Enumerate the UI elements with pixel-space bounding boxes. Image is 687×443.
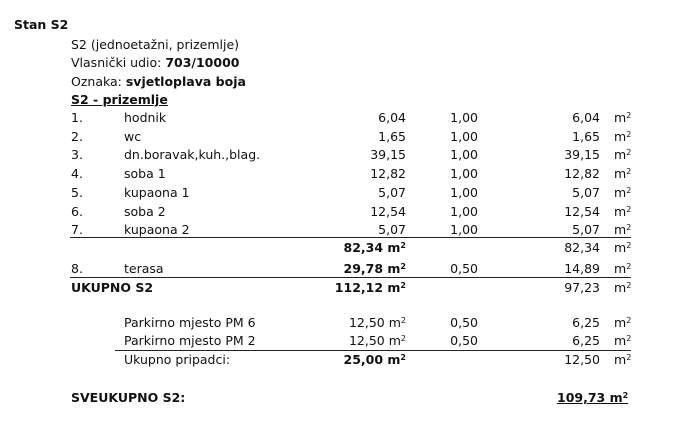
ukupno-area: 112,12 $m^2$ <box>334 280 406 295</box>
parking-total: 6,25 <box>572 333 600 348</box>
ukupno-total: 97,23 <box>564 280 600 295</box>
page-title: Stan S2 <box>14 17 69 32</box>
room-name: soba 1 <box>124 166 166 181</box>
parking-area: 12,50 $m^2$ <box>348 315 406 330</box>
ownership-label: Vlasnički udio: <box>71 55 166 70</box>
room-total: 12,54 <box>564 204 600 219</box>
room-name: soba 2 <box>124 204 166 219</box>
terrace-area: 29,78 $m^2$ <box>343 261 406 276</box>
room-coef: 1,00 <box>450 166 478 181</box>
parking-unit: $m^2$ <box>614 333 632 348</box>
subtotal-total: 82,34 <box>564 240 600 255</box>
terrace-name: terasa <box>124 261 164 276</box>
ukupno-label: UKUPNO S2 <box>71 280 154 295</box>
room-total: 5,07 <box>572 185 600 200</box>
ukupno-unit: $m^2$ <box>614 280 632 295</box>
room-area: 6,04 <box>378 110 406 125</box>
room-number: 7. <box>71 222 83 237</box>
pripadci-total: 12,50 <box>564 352 600 367</box>
room-number: 1. <box>71 110 83 125</box>
room-number: 2. <box>71 129 83 144</box>
parking-name: Parkirno mjesto PM 6 <box>124 315 256 330</box>
room-name: kupaona 2 <box>124 222 190 237</box>
room-unit: $m^2$ <box>614 110 632 125</box>
room-name: wc <box>124 129 142 144</box>
pripadci-unit: $m^2$ <box>614 352 632 367</box>
room-total: 1,65 <box>572 129 600 144</box>
parking-coef: 0,50 <box>450 333 478 348</box>
room-area: 5,07 <box>378 185 406 200</box>
room-coef: 1,00 <box>450 129 478 144</box>
room-area: 39,15 <box>370 147 406 162</box>
parking-name: Parkirno mjesto PM 2 <box>124 333 256 348</box>
terrace-coef: 0,50 <box>450 261 478 276</box>
room-area: 5,07 <box>378 222 406 237</box>
room-total: 39,15 <box>564 147 600 162</box>
terrace-number: 8. <box>71 261 83 276</box>
room-unit: $m^2$ <box>614 147 632 162</box>
separator-parking <box>115 350 631 351</box>
separator-rooms <box>70 237 631 238</box>
room-total: 12,82 <box>564 166 600 181</box>
room-number: 5. <box>71 185 83 200</box>
parking-unit: $m^2$ <box>614 315 632 330</box>
room-total: 5,07 <box>572 222 600 237</box>
ownership-value: 703/10000 <box>165 55 240 70</box>
subtotal-area: 82,34 $m^2$ <box>343 240 406 255</box>
room-area: 1,65 <box>378 129 406 144</box>
section-title: S2 - prizemlje <box>71 92 168 107</box>
parking-area: 12,50 $m^2$ <box>348 333 406 348</box>
room-coef: 1,00 <box>450 185 478 200</box>
pripadci-label: Ukupno pripadci: <box>124 352 231 367</box>
room-coef: 1,00 <box>450 222 478 237</box>
room-name: kupaona 1 <box>124 185 190 200</box>
sveukupno-label: SVEUKUPNO S2: <box>71 390 186 405</box>
pripadci-area: 25,00 $m^2$ <box>343 352 406 367</box>
marking-label: Oznaka: <box>71 74 126 89</box>
room-unit: $m^2$ <box>614 204 632 219</box>
subtotal-unit: $m^2$ <box>614 240 632 255</box>
separator-terrace <box>70 277 631 278</box>
room-name: dn.boravak,kuh.,blag. <box>124 147 261 162</box>
room-number: 6. <box>71 204 83 219</box>
room-number: 4. <box>71 166 83 181</box>
room-unit: $m^2$ <box>614 222 632 237</box>
room-coef: 1,00 <box>450 147 478 162</box>
room-number: 3. <box>71 147 83 162</box>
room-coef: 1,00 <box>450 204 478 219</box>
parking-total: 6,25 <box>572 315 600 330</box>
terrace-unit: $m^2$ <box>614 261 632 276</box>
room-unit: $m^2$ <box>614 129 632 144</box>
ownership-share <box>71 55 239 71</box>
sveukupno-value: 109,73 $m^2$ <box>557 390 629 405</box>
room-name: hodnik <box>124 110 167 125</box>
terrace-total: 14,89 <box>564 261 600 276</box>
room-unit: $m^2$ <box>614 185 632 200</box>
room-area: 12,54 <box>370 204 406 219</box>
marking-value: svjetloplava boja <box>125 74 246 89</box>
room-coef: 1,00 <box>450 110 478 125</box>
room-unit: $m^2$ <box>614 166 632 181</box>
parking-coef: 0,50 <box>450 315 478 330</box>
room-area: 12,82 <box>370 166 406 181</box>
room-total: 6,04 <box>572 110 600 125</box>
marking <box>71 74 246 90</box>
apartment-description: S2 (jednoetažni, prizemlje) <box>71 37 240 52</box>
